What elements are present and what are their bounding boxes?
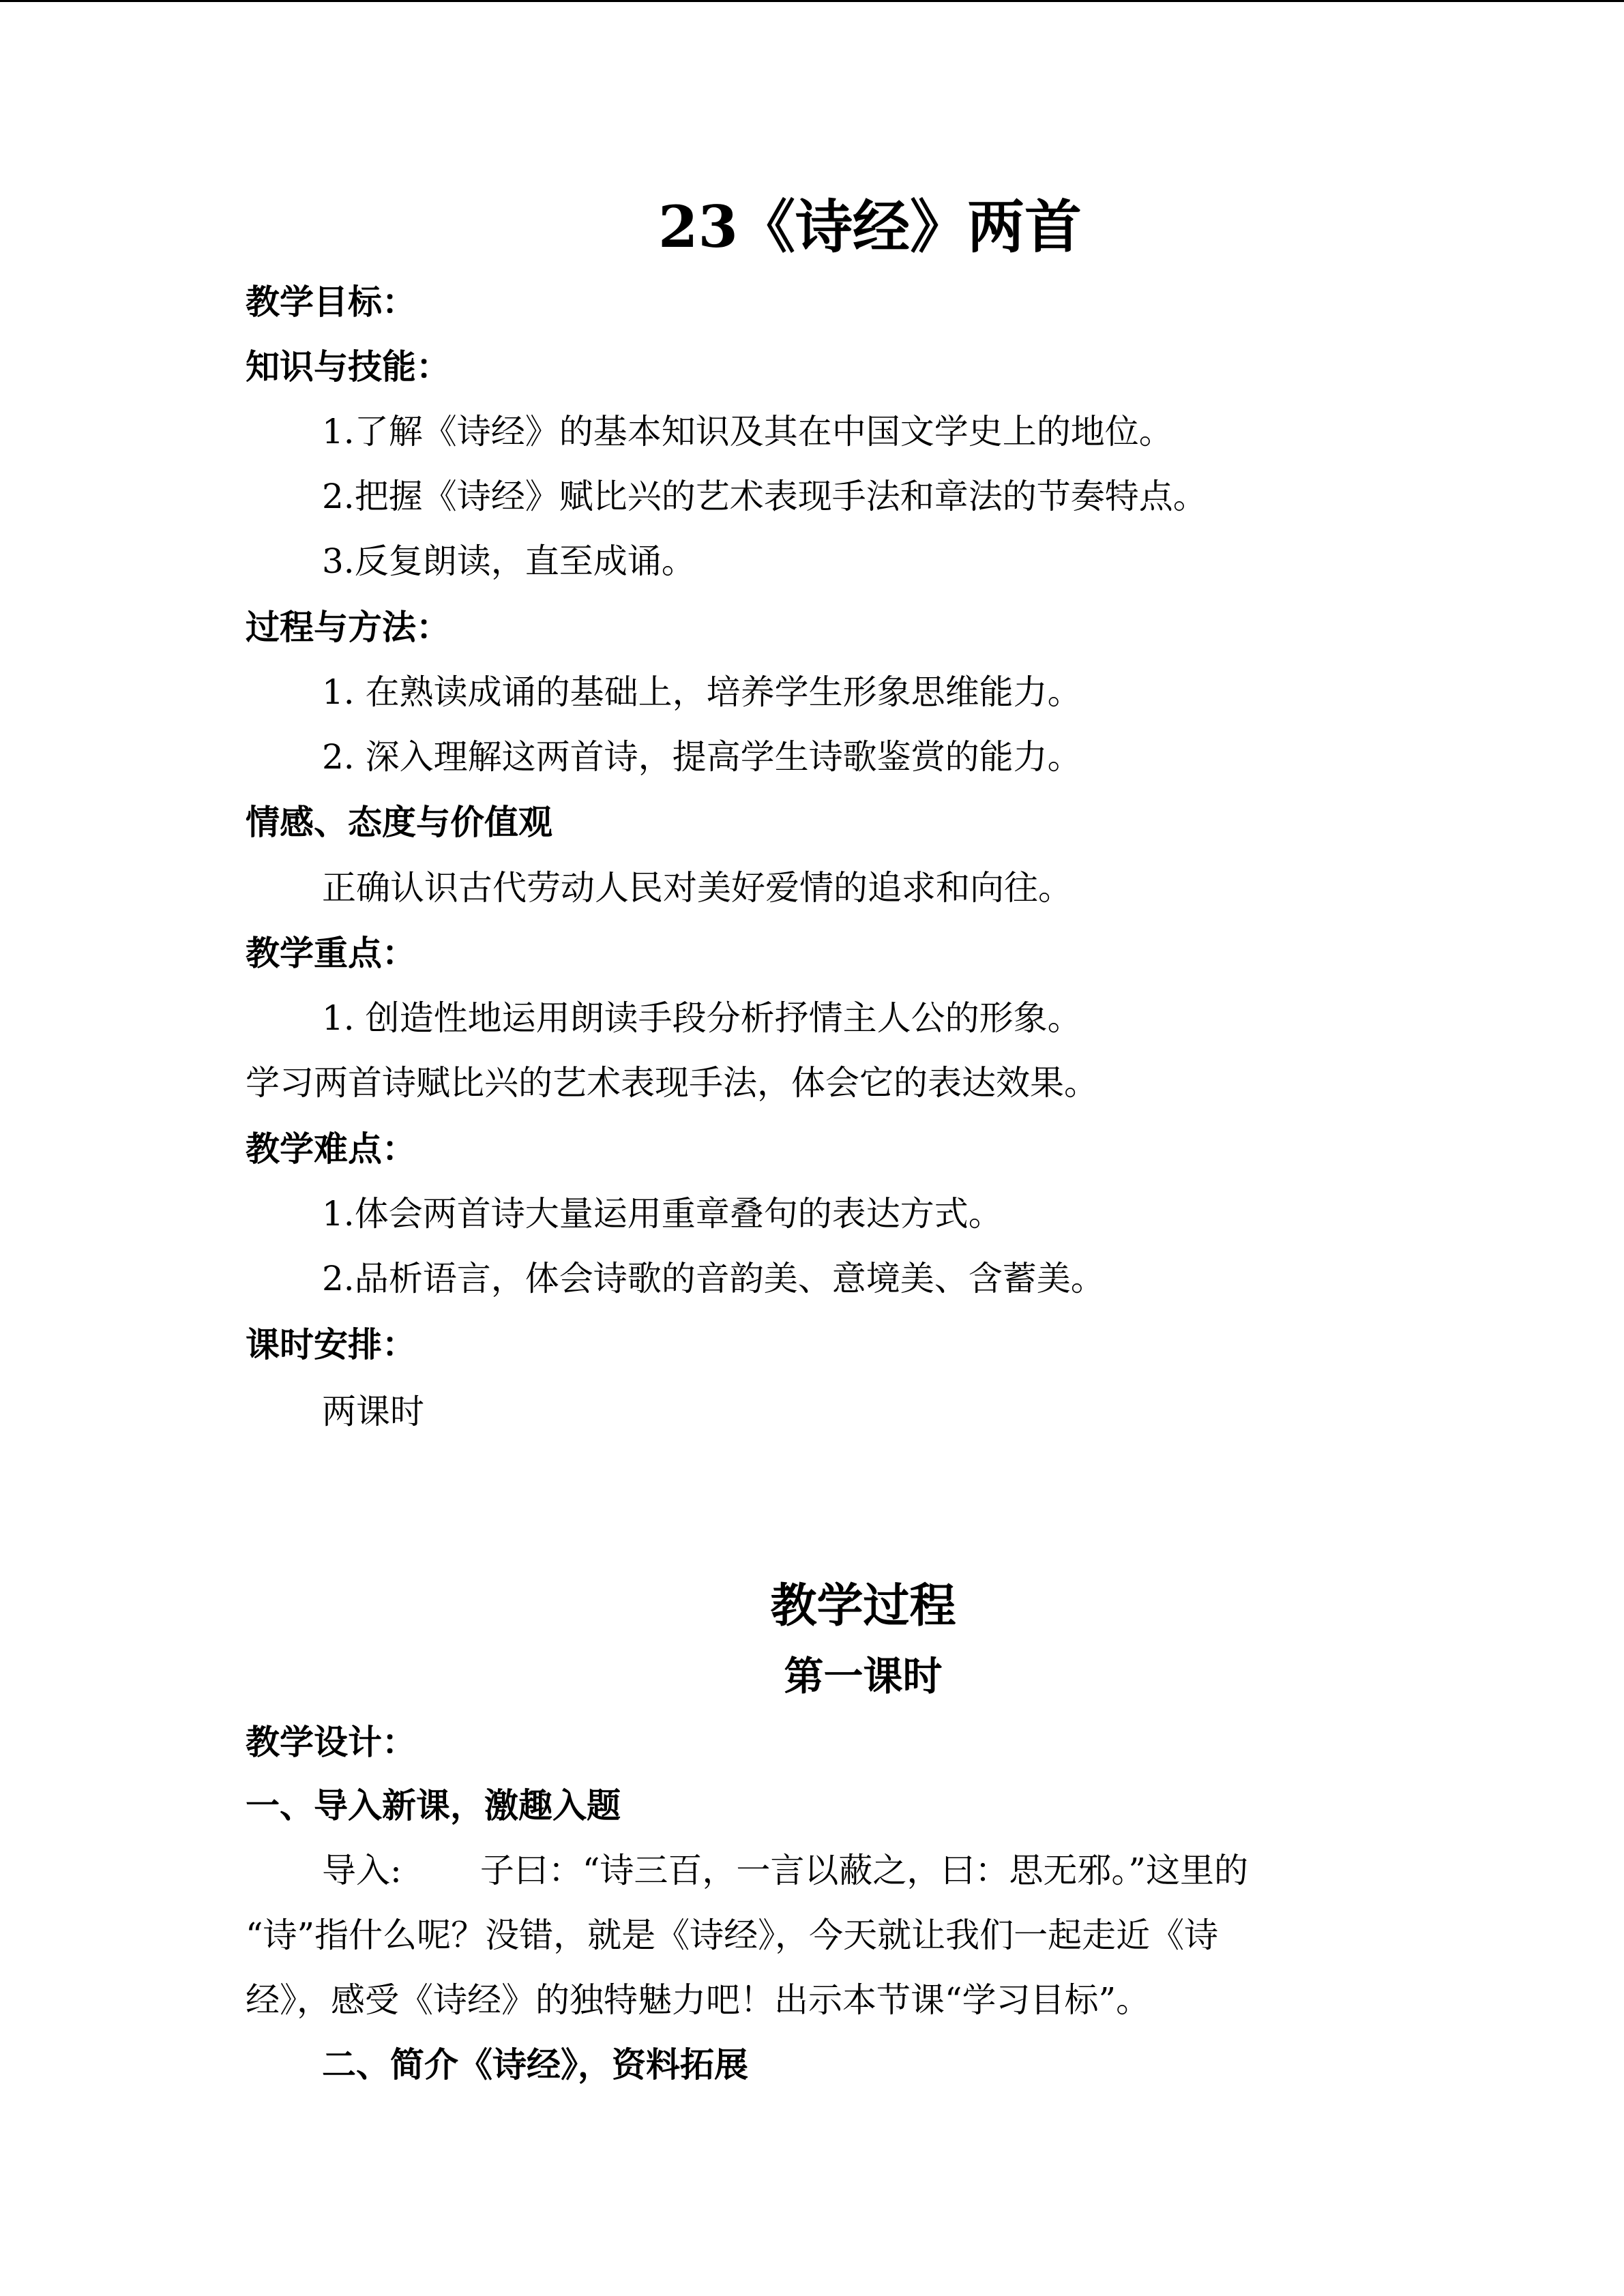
process-item: 2. 深入理解这两首诗，提高学生诗歌鉴赏的能力。 xyxy=(322,737,1082,777)
process-heading: 过程与方法： xyxy=(246,608,450,647)
emotion-heading: 情感、态度与价值观 xyxy=(246,803,552,842)
design-heading: 教学设计： xyxy=(246,1723,416,1762)
process-item: 1. 在熟读成诵的基础上，培养学生形象思维能力。 xyxy=(322,672,1082,712)
knowledge-item: 2.把握《诗经》赋比兴的艺术表现手法和章法的节奏特点。 xyxy=(322,477,1207,516)
objectives-heading: 教学目标： xyxy=(246,282,416,322)
schedule-text: 两课时 xyxy=(322,1392,424,1431)
key-points-item: 学习两首诗赋比兴的艺术表现手法，体会它的表达效果。 xyxy=(246,1063,1098,1103)
difficulties-item: 2.品析语言，体会诗歌的音韵美、意境美、含蓄美。 xyxy=(322,1259,1105,1298)
emotion-text: 正确认识古代劳动人民对美好爱情的追求和向往。 xyxy=(322,868,1072,908)
difficulties-heading: 教学难点： xyxy=(246,1129,416,1169)
document-title: 23《诗经》两首 xyxy=(658,193,1082,260)
intro-label: 导入: xyxy=(322,1851,402,1890)
process-title: 教学过程 xyxy=(770,1579,956,1633)
difficulties-item: 1.体会两首诗大量运用重章叠句的表达方式。 xyxy=(322,1194,1003,1234)
step1-heading: 一、导入新课，激趣入题 xyxy=(246,1786,621,1825)
schedule-heading: 课时安排： xyxy=(246,1325,416,1365)
lesson-title: 第一课时 xyxy=(784,1653,943,1699)
intro-line: “诗”指什么呢？没错，就是《诗经》，今天就让我们一起走近《诗 xyxy=(246,1915,1219,1955)
key-points-item: 1. 创造性地运用朗读手段分析抒情主人公的形象。 xyxy=(322,998,1082,1038)
intro-line xyxy=(322,1850,1248,1891)
key-points-heading: 教学重点： xyxy=(246,934,416,973)
knowledge-heading: 知识与技能： xyxy=(246,347,450,387)
intro-text: 子曰：“诗三百，一言以蔽之，曰：思无邪。”这里的 xyxy=(479,1851,1248,1890)
knowledge-item: 1.了解《诗经》的基本知识及其在中国文学史上的地位。 xyxy=(322,412,1173,451)
step2-heading: 二、简介《诗经》，资料拓展 xyxy=(322,2045,748,2085)
intro-line: 经》，感受《诗经》的独特魅力吧！出示本节课“学习目标”。 xyxy=(246,1980,1151,2020)
knowledge-item: 3.反复朗读，直至成诵。 xyxy=(322,541,696,581)
